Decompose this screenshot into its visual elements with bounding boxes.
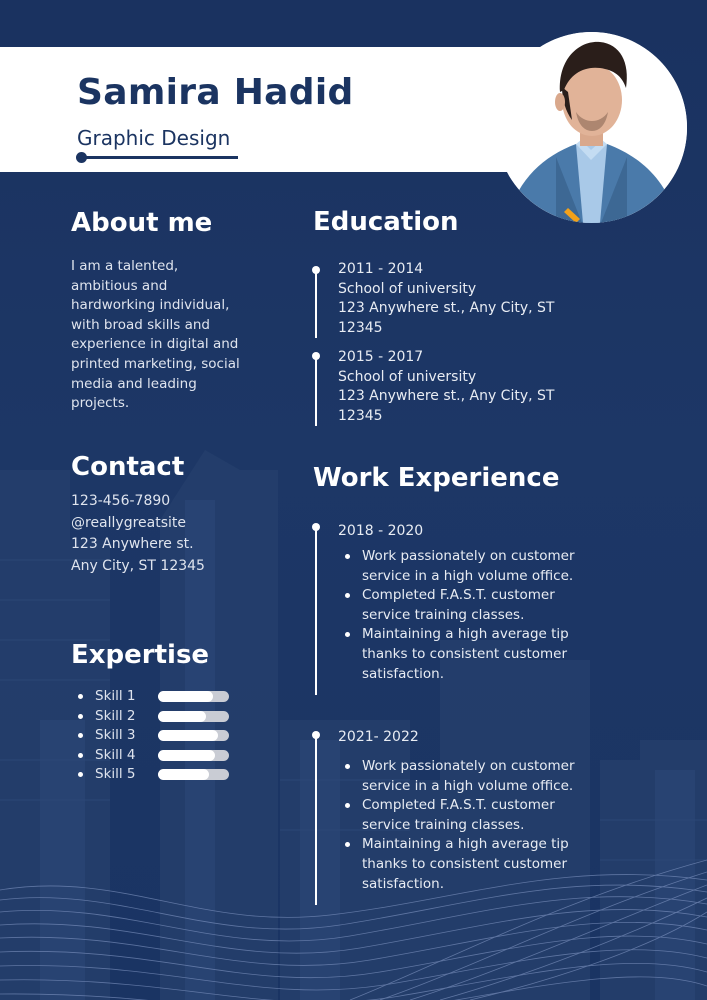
skill-bar	[158, 769, 229, 780]
skill-row	[78, 707, 238, 727]
bullet-icon	[78, 753, 83, 758]
work-bullet	[345, 796, 575, 835]
bullet-line: Completed F.A.S.T. customer	[362, 797, 555, 814]
about-line: projects.	[71, 395, 130, 412]
skill-label: Skill 2	[95, 707, 136, 724]
skill-row	[78, 726, 238, 746]
education-address: 12345	[338, 407, 383, 424]
profile-photo	[496, 32, 687, 223]
education-school: School of university	[338, 280, 477, 297]
work-years: 2021- 2022	[338, 729, 419, 745]
work-years: 2018 - 2020	[338, 523, 424, 539]
about-heading: About me	[71, 208, 213, 238]
skill-row	[78, 746, 238, 766]
bullet-line: Work passionately on customer	[362, 548, 575, 564]
timeline-line	[315, 270, 317, 338]
work-bullets	[345, 547, 575, 684]
contact-phone: 123-456-7890	[71, 493, 171, 509]
profile-photo-illustration	[496, 32, 687, 223]
bullet-icon	[78, 772, 83, 777]
education-entry	[338, 348, 554, 426]
about-line: hardworking individual,	[71, 297, 230, 314]
about-line: I am a talented,	[71, 258, 179, 274]
bullet-line: service in a high volume office.	[362, 567, 574, 584]
skill-label: Skill 3	[95, 727, 136, 744]
contact-address-line2: Any City, ST 12345	[71, 557, 205, 574]
skill-bar	[158, 750, 229, 761]
skill-label: Skill 1	[95, 688, 136, 704]
expertise-heading: Expertise	[71, 640, 210, 670]
skill-row	[78, 687, 238, 707]
person-role: Graphic Design	[77, 126, 231, 150]
role-underline	[82, 156, 238, 159]
skill-bar-fill	[158, 730, 218, 741]
bullet-line: Maintaining a high average tip	[362, 626, 569, 643]
bullet-line: thanks to consistent customer	[362, 855, 568, 872]
skills-list	[78, 687, 238, 785]
education-years: 2011 - 2014	[338, 261, 424, 277]
work-bullet	[345, 625, 575, 684]
timeline-line	[315, 356, 317, 426]
skill-bar-fill	[158, 769, 209, 780]
work-bullet	[345, 586, 575, 625]
bullet-icon	[78, 714, 83, 719]
contact-list	[71, 491, 205, 577]
about-line: printed marketing, social	[71, 355, 240, 372]
education-years: 2015 - 2017	[338, 349, 424, 365]
skill-bar	[158, 691, 229, 702]
work-bullet	[345, 547, 575, 586]
contact-heading: Contact	[71, 452, 185, 482]
work-heading: Work Experience	[313, 463, 560, 493]
bullet-line: Maintaining a high average tip	[362, 836, 569, 853]
education-address: 123 Anywhere st., Any City, ST	[338, 388, 555, 405]
bullet-line: thanks to consistent customer	[362, 645, 568, 662]
bullet-line: Work passionately on customer	[362, 758, 575, 774]
skill-label: Skill 5	[95, 766, 136, 783]
timeline-line	[315, 527, 317, 695]
education-school: School of university	[338, 368, 477, 385]
bullet-line: satisfaction.	[362, 665, 444, 682]
bullet-line: service training classes.	[362, 816, 525, 833]
work-bullets	[345, 757, 575, 894]
contact-address-line1: 123 Anywhere st.	[71, 536, 194, 552]
about-line: experience in digital and	[71, 336, 239, 353]
work-bullet	[345, 757, 575, 796]
about-text	[71, 257, 261, 414]
bullet-line: service in a high volume office.	[362, 777, 574, 794]
role-underline-dot	[76, 152, 87, 163]
bullet-line: Completed F.A.S.T. customer	[362, 587, 555, 604]
about-line: media and leading	[71, 375, 197, 392]
education-heading: Education	[313, 207, 459, 237]
bullet-icon	[78, 733, 83, 738]
skill-bar-fill	[158, 711, 206, 722]
about-line: ambitious and	[71, 277, 168, 294]
skill-label: Skill 4	[95, 746, 136, 763]
bullet-line: service training classes.	[362, 606, 525, 623]
person-name: Samira Hadid	[77, 72, 354, 113]
timeline-line	[315, 735, 317, 905]
skill-bar	[158, 730, 229, 741]
contact-handle: @reallygreatsite	[71, 514, 187, 531]
education-address: 12345	[338, 319, 383, 336]
education-address: 123 Anywhere st., Any City, ST	[338, 300, 555, 317]
skill-row	[78, 765, 238, 785]
about-line: with broad skills and	[71, 316, 210, 333]
skill-bar-fill	[158, 691, 213, 702]
skill-bar	[158, 711, 229, 722]
skill-bar-fill	[158, 750, 215, 761]
bullet-line: satisfaction.	[362, 875, 444, 892]
work-bullet	[345, 835, 575, 894]
bullet-icon	[78, 694, 83, 699]
education-entry	[338, 260, 554, 338]
